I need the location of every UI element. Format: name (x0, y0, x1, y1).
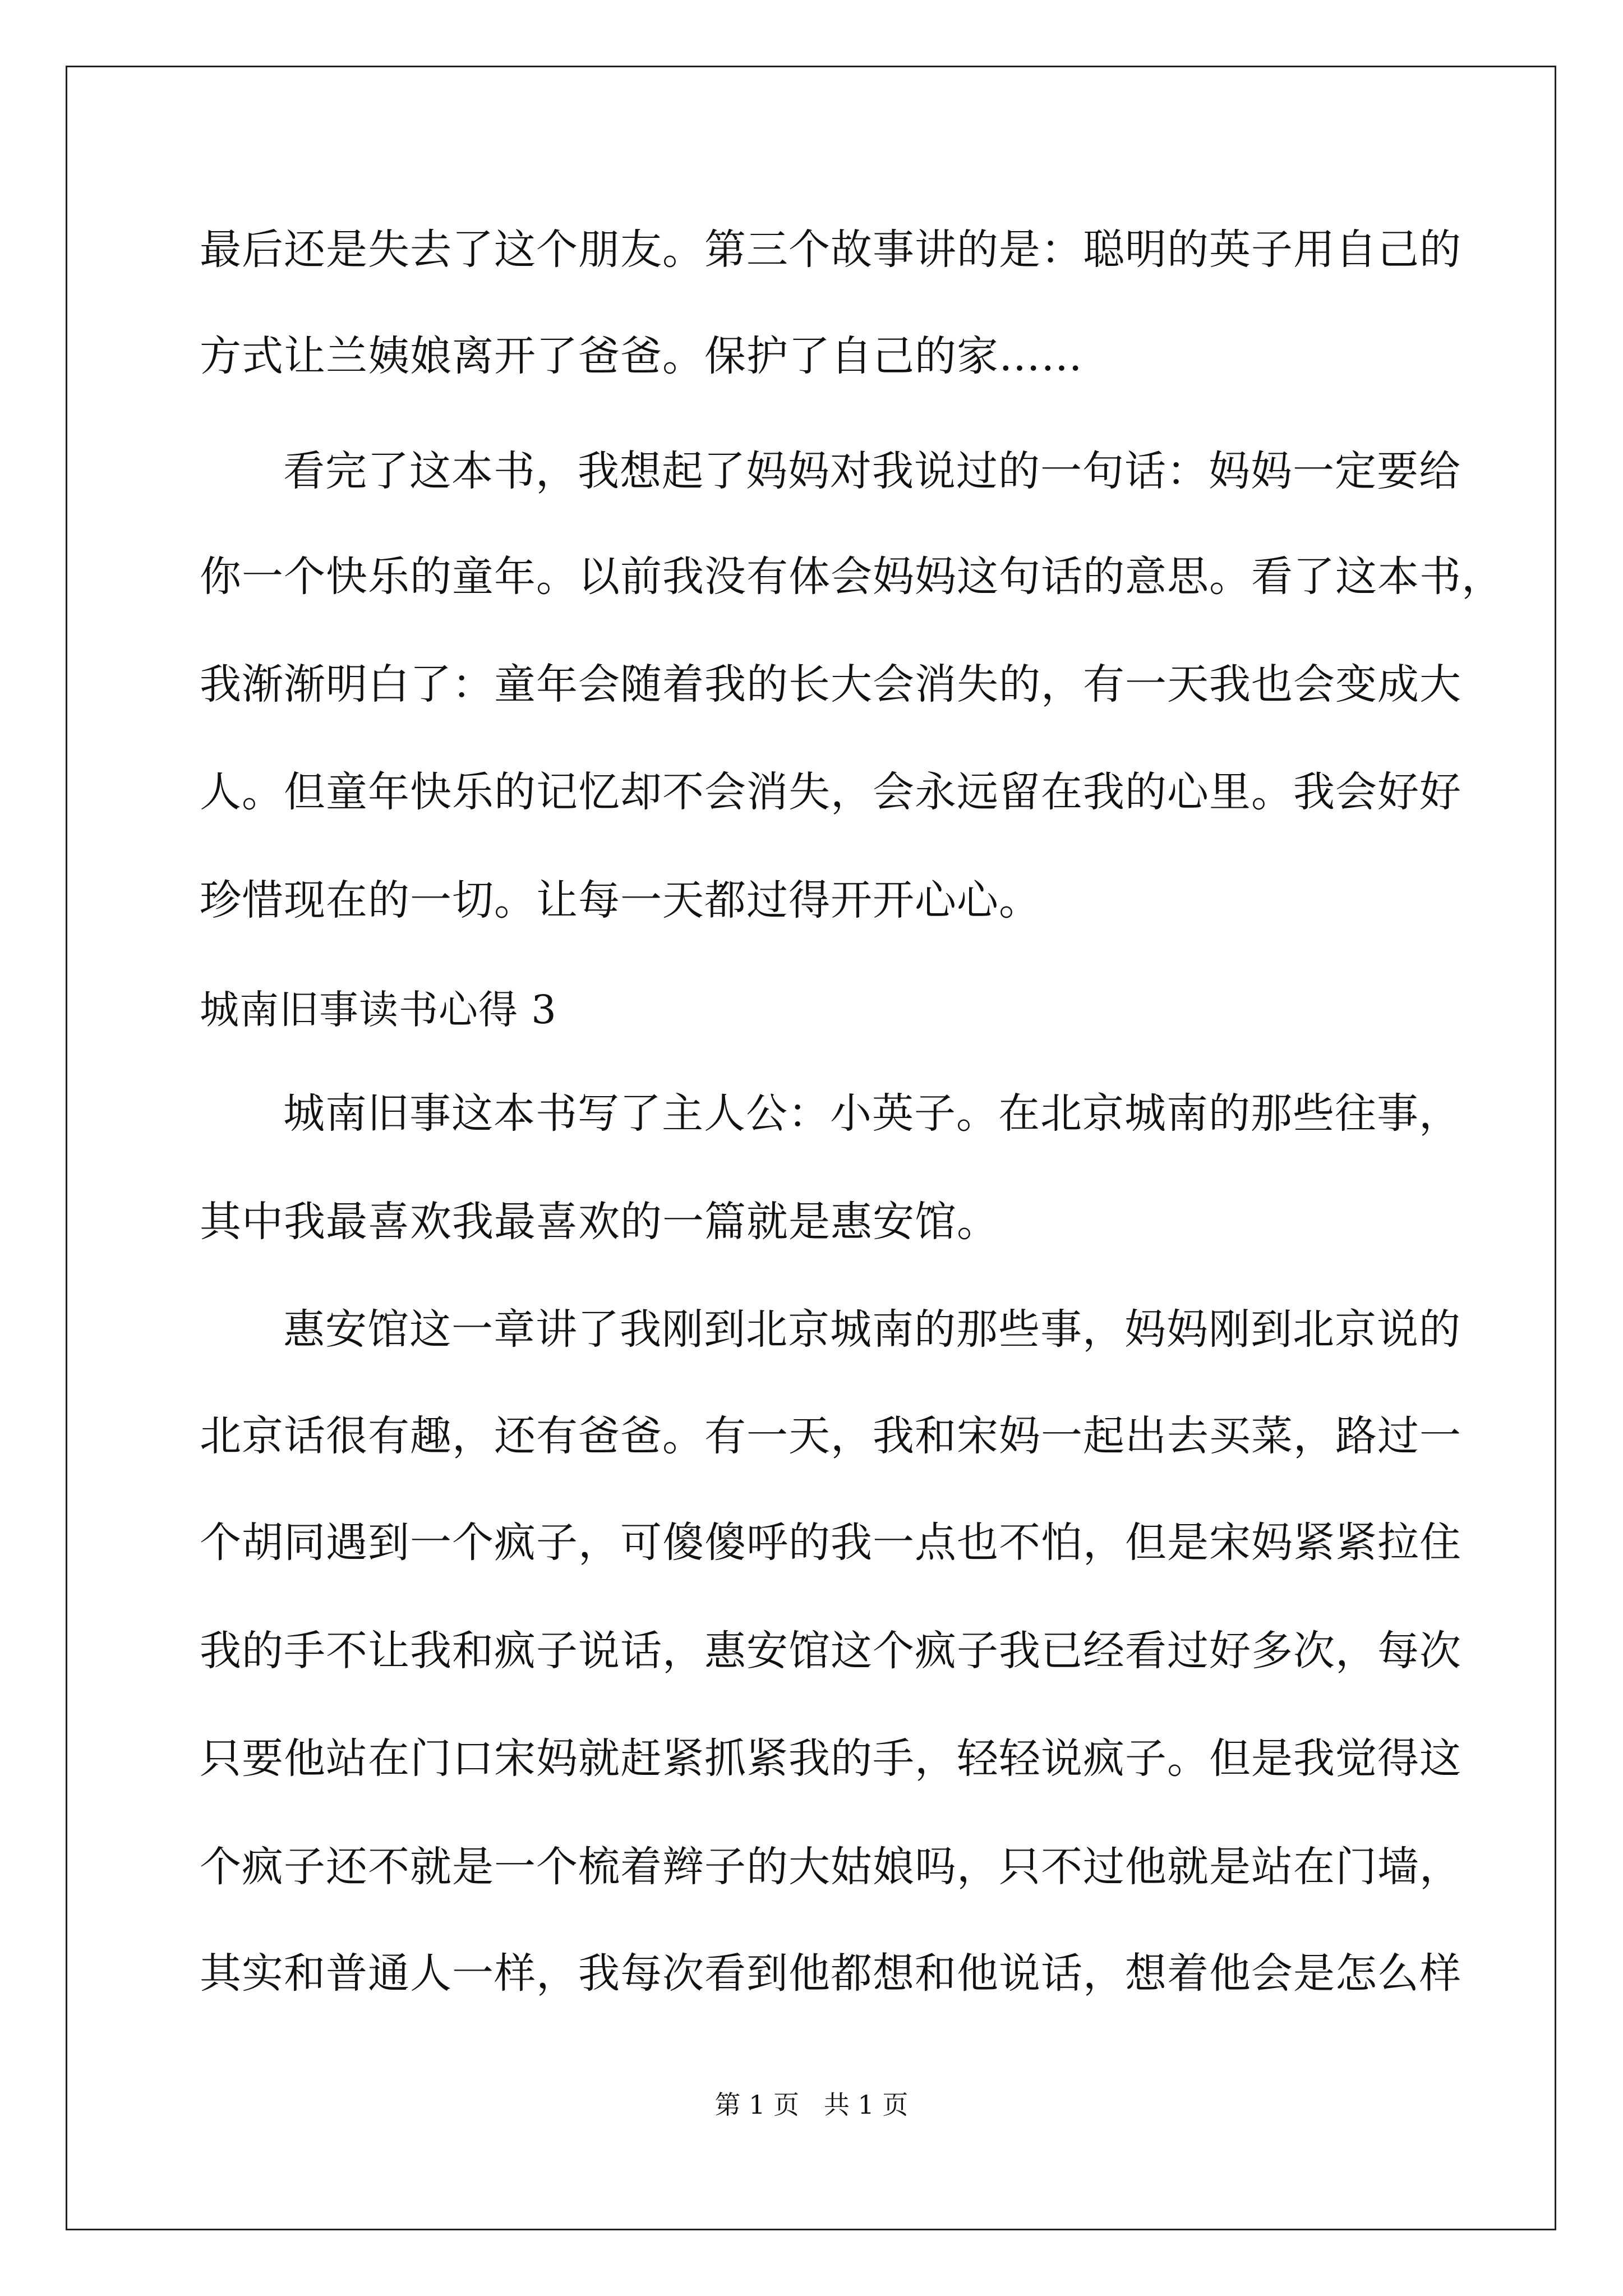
text-line: 我渐渐明白了：童年会随着我的长大会消失的，有一天我也会变成大 (200, 660, 1461, 708)
section-heading: 城南旧事读书心得 3 (200, 987, 557, 1033)
text-line: 只要他站在门口宋妈就赶紧抓紧我的手，轻轻说疯子。但是我觉得这 (200, 1734, 1461, 1783)
text-line: 其中我最喜欢我最喜欢的一篇就是惠安馆。 (200, 1198, 999, 1246)
text-line: 珍惜现在的一切。让每一天都过得开开心心。 (200, 876, 1041, 924)
text-line: 人。但童年快乐的记忆却不会消失，会永远留在我的心里。我会好好 (200, 768, 1461, 816)
text-line: 最后还是失去了这个朋友。第三个故事讲的是：聪明的英子用自己的 (200, 226, 1461, 274)
text-line: 你一个快乐的童年。以前我没有体会妈妈这句话的意思。看了这本书， (200, 553, 1504, 601)
paragraph-first-line: 惠安馆这一章讲了我刚到北京城南的那些事，妈妈刚到北京说的 (283, 1305, 1461, 1354)
text-line: 北京话很有趣，还有爸爸。有一天，我和宋妈一起出去买菜，路过一 (200, 1412, 1461, 1460)
text-line: 个胡同遇到一个疯子，可傻傻呼的我一点也不怕，但是宋妈紧紧拉住 (200, 1519, 1461, 1567)
text-line: 个疯子还不就是一个梳着辫子的大姑娘吗，只不过他就是站在门墙， (200, 1843, 1461, 1891)
text-line: 其实和普通人一样，我每次看到他都想和他说话，想着他会是怎么样 (200, 1949, 1461, 1998)
paragraph-first-line: 看完了这本书，我想起了妈妈对我说过的一句话：妈妈一定要给 (283, 447, 1461, 495)
text-line: 我的手不让我和疯子说话，惠安馆这个疯子我已经看过好多次，每次 (200, 1627, 1461, 1675)
paragraph-first-line: 城南旧事这本书写了主人公：小英子。在北京城南的那些往事， (283, 1089, 1461, 1138)
text-line: 方式让兰姨娘离开了爸爸。保护了自己的家…… (200, 332, 1083, 380)
page-border (66, 66, 1556, 2230)
page-footer: 第 1 页 共 1 页 (714, 2090, 909, 2120)
